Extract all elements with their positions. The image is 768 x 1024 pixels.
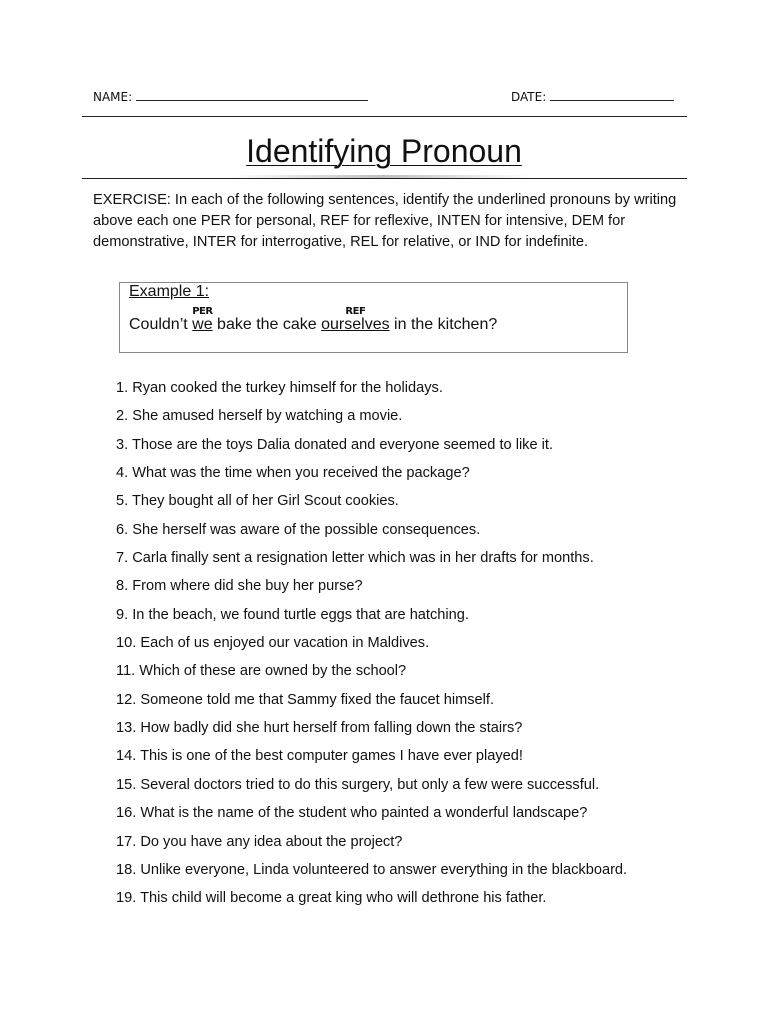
exercise-item: 18. Unlike everyone, Linda volunteered to answer everything in the blackboard. [116,861,628,878]
exercise-item: 14. This is one of the best computer games I have ever played! [116,748,523,765]
exercise-list [116,378,627,917]
date-blank-line[interactable] [550,88,674,101]
exercise-item: 2. She amused herself by watching a movie. [116,408,403,425]
exercise-item: 1. Ryan cooked the turkey himself for the holidays. [116,380,443,396]
example-word-1: we [192,316,213,333]
example-pronoun-2 [321,306,390,334]
exercise-item: 15. Several doctors tried to do this surgery, but only a few were successful. [116,776,600,793]
example-text-1: Couldn’t [129,316,193,333]
example-tag-2: REF [345,306,366,317]
page-title: Identifying Pronoun [246,133,522,169]
exercise-item: 10. Each of us enjoyed our vacation in Maldives. [116,635,430,652]
exercise-item: 17. Do you have any idea about the project? [116,833,403,850]
title-divider [82,178,687,179]
name-blank-line[interactable] [136,88,368,101]
header-divider [82,116,687,117]
exercise-item: 9. In the beach, we found turtle eggs that are hatching. [116,606,469,623]
example-pronoun-1 [192,306,213,334]
exercise-item: 8. From where did she buy her purse? [116,578,363,595]
date-field [511,88,674,104]
exercise-instructions: EXERCISE: In each of the following sentences, identify the underlined pronouns by writing above each one PER for personal, REF for reflexive, INTEN for intensive, DEM for demonstrative, INTER for interrogative, REL for relative, or IND for indefinite. [93,192,677,250]
exercise-item: 13. How badly did she hurt herself from falling down the stairs? [116,720,523,737]
example-title: Example 1: [129,283,210,300]
exercise-item: 6. She herself was aware of the possible consequences. [116,521,481,538]
exercise-item: 11. Which of these are owned by the school? [116,663,407,680]
example-text-2: bake the cake [212,316,322,333]
exercise-item: 5. They bought all of her Girl Scout cookies. [116,493,399,510]
name-field [93,88,368,104]
date-label: DATE: [511,90,547,104]
name-label: NAME: [93,90,133,104]
exercise-item: 7. Carla finally sent a resignation letter which was in her drafts for months. [116,550,594,567]
exercise-item: 16. What is the name of the student who painted a wonderful landscape? [116,805,588,822]
example-tag-1: PER [192,306,213,317]
example-sentence [129,306,498,334]
example-word-2: ourselves [321,316,390,333]
exercise-item: 3. Those are the toys Dalia donated and everyone seemed to like it. [116,436,554,453]
exercise-item: 4. What was the time when you received the package? [116,465,470,482]
exercise-item: 19. This child will become a great king who will dethrone his father. [116,890,547,907]
exercise-item: 12. Someone told me that Sammy fixed the faucet himself. [116,691,495,708]
example-box [119,282,628,353]
example-text-3: in the kitchen? [389,316,498,333]
